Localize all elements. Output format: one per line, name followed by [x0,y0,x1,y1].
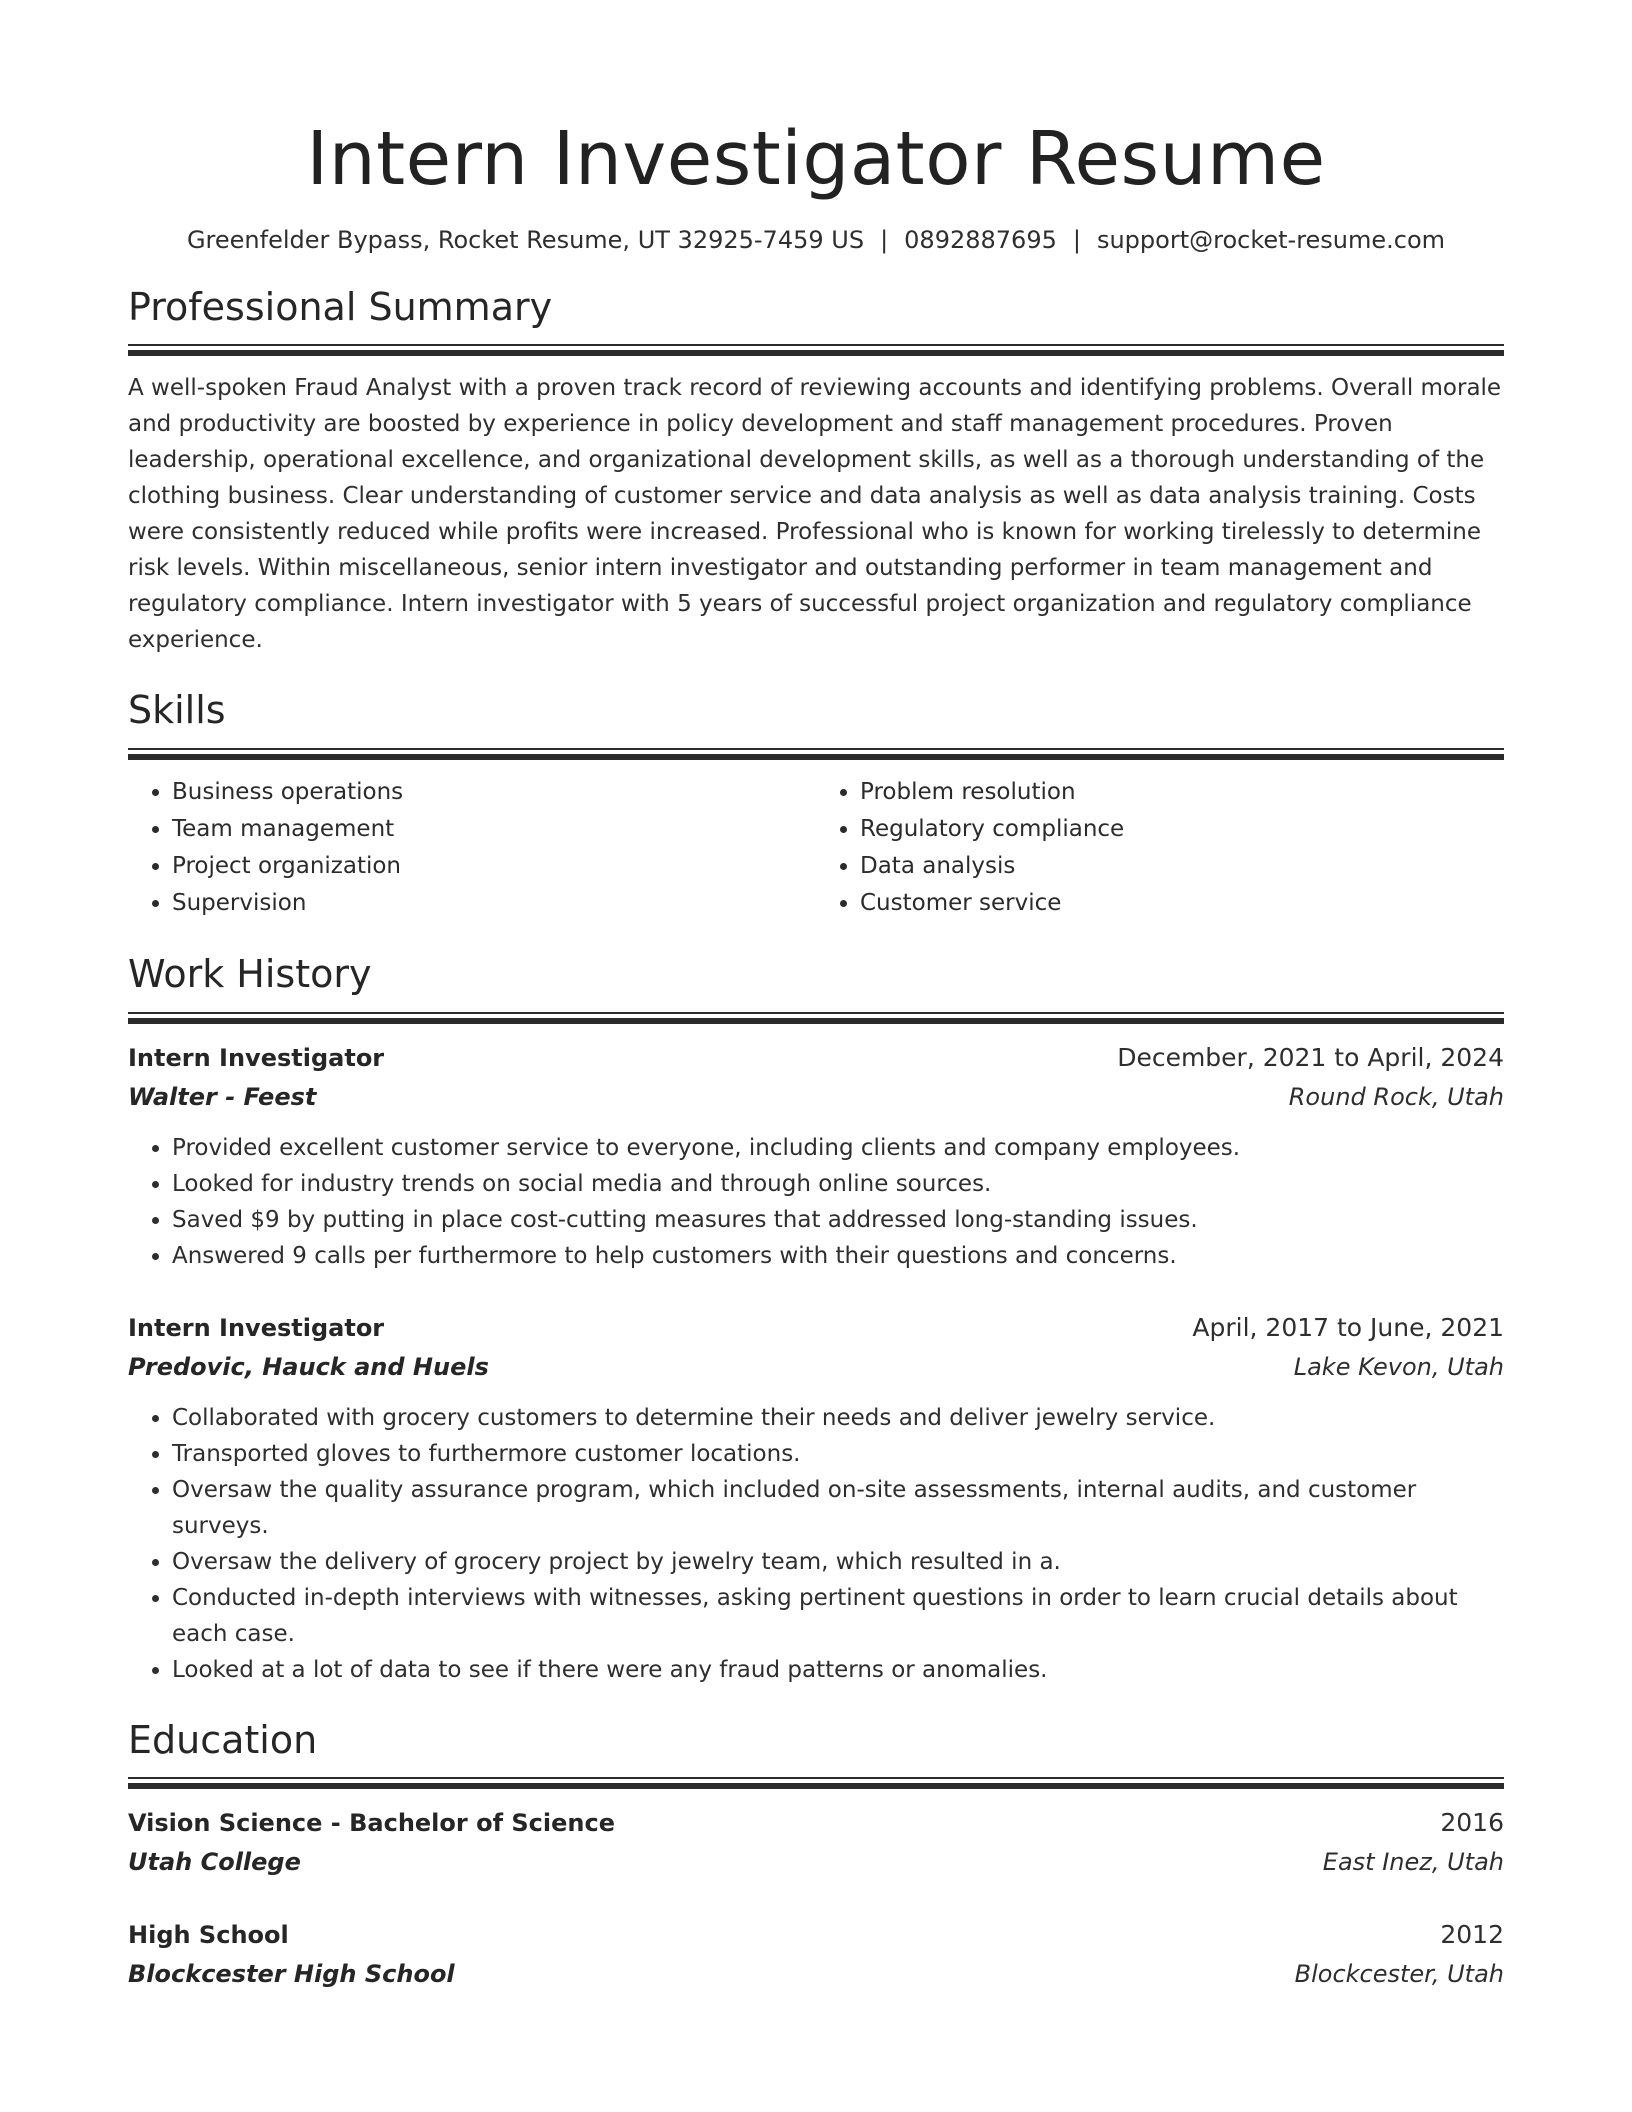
skills-section [128,688,1504,922]
summary-section [128,285,1504,659]
education-entry [128,1915,1504,1993]
job-title: Intern Investigator [128,1313,385,1342]
job-bullet: • Transported gloves to furthermore customer locations. [172,1436,1504,1472]
work-history-section [128,952,1504,1688]
section-heading-education: Education [128,1717,318,1762]
skill-item: • Project organization [172,848,816,885]
resume-page [128,0,1504,1993]
summary-text: A well-spoken Fraud Analyst with a proven track record of reviewing accounts and identifying problems. Overall morale and productivity are boosted by experience in policy development and staff management procedures. Proven leadership, operational excellence, and organizational development skills, as well as a thorough understanding of the clothing business. Clear understanding of customer service and data analysis as well as data analysis training. Costs were consistently reduced while profits were increased. Professional who is known for working tirelessly to determine risk levels. Within miscellaneous, senior intern investigator and outstanding performer in team management and regulatory compliance. Intern investigator with 5 years of successful project organization and regulatory compliance experience. [128,375,1502,654]
skill-item: • Data analysis [860,848,1504,885]
education-year: 2012 [1440,1920,1504,1950]
education-school: Blockcester High School [128,1960,455,1989]
job-company: Walter - Feest [128,1082,317,1111]
job-bullets [128,1400,1504,1688]
skill-item: • Supervision [172,885,816,922]
section-divider [128,1012,1504,1024]
section-divider [128,1777,1504,1789]
job-dates: December, 2021 to April, 2024 [1117,1042,1504,1072]
job-bullet: • Oversaw the quality assurance program, which included on-site assessments, internal audits, and customer surveys. [172,1472,1504,1544]
section-heading-skills: Skills [128,688,226,733]
job-location: Lake Kevon, Utah [1293,1352,1504,1381]
education-school: Utah College [128,1848,301,1877]
job-bullet: • Answered 9 calls per furthermore to help customers with their questions and concerns. [172,1238,1504,1274]
education-year: 2016 [1440,1808,1504,1838]
contact-separator: | [1072,226,1081,254]
education-location: East Inez, Utah [1322,1848,1504,1877]
skills-list-right [816,774,1504,922]
contact-phone: 0892887695 [904,226,1057,254]
skill-item: • Problem resolution [860,774,1504,811]
job-bullet: • Looked for industry trends on social media and through online sources. [172,1166,1504,1202]
job-bullet: • Oversaw the delivery of grocery project by jewelry team, which resulted in a. [172,1544,1504,1580]
skill-item: • Customer service [860,885,1504,922]
skill-item: • Business operations [172,774,816,811]
skills-list-left [128,774,816,922]
education-degree: Vision Science - Bachelor of Science [128,1809,615,1838]
job-title: Intern Investigator [128,1043,385,1072]
job-company: Predovic, Hauck and Huels [128,1352,489,1381]
skill-item: • Team management [172,811,816,848]
section-divider [128,748,1504,760]
job-bullet: • Collaborated with grocery customers to determine their needs and deliver jewelry service. [172,1400,1504,1436]
job-entry [128,1308,1504,1688]
job-bullet: • Conducted in-depth interviews with witnesses, asking pertinent questions in order to learn crucial details about each case. [172,1580,1504,1652]
education-section [128,1718,1504,1994]
job-bullet: • Provided excellent customer service to everyone, including clients and company employees. [172,1130,1504,1166]
skill-item: • Regulatory compliance [860,811,1504,848]
education-degree: High School [128,1921,289,1950]
job-bullets [128,1130,1504,1274]
job-entry [128,1038,1504,1274]
contact-address: Greenfelder Bypass, Rocket Resume, UT 32925-7459 US [186,226,865,254]
skills-columns [128,774,1504,922]
resume-title: Intern Investigator Resume [306,116,1326,202]
contact-separator: | [880,226,889,254]
section-divider [128,344,1504,356]
job-bullet: • Saved $9 by putting in place cost-cutting measures that addressed long-standing issues. [172,1202,1504,1238]
job-dates: April, 2017 to June, 2021 [1192,1312,1504,1342]
job-location: Round Rock, Utah [1288,1082,1504,1111]
contact-email: support@rocket-resume.com [1096,226,1446,254]
contact-line [128,226,1504,255]
education-location: Blockcester, Utah [1294,1960,1504,1989]
section-heading-work-history: Work History [128,951,372,996]
education-entry [128,1803,1504,1881]
section-heading-summary: Professional Summary [128,284,553,329]
job-bullet: • Looked at a lot of data to see if there were any fraud patterns or anomalies. [172,1652,1504,1688]
